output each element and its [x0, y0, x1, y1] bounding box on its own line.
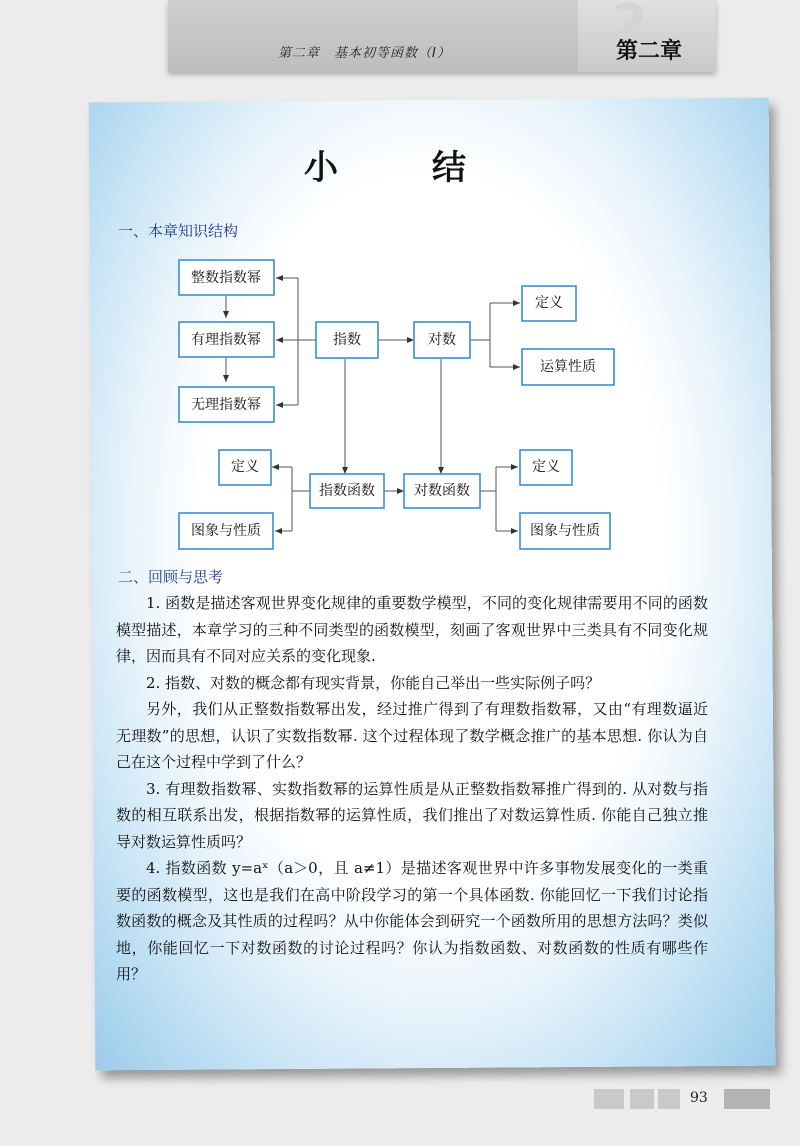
box-dingyi-right: 定义 — [532, 459, 560, 475]
box-duishu: 对数 — [428, 332, 456, 348]
box-dingyi-top: 定义 — [535, 295, 563, 311]
box-tuxiang-left: 图象与性质 — [191, 523, 261, 539]
page-number: 93 — [690, 1090, 708, 1106]
box-wuli-zhishumi: 无理指数幂 — [191, 397, 261, 413]
box-dingyi-left: 定义 — [231, 459, 259, 475]
footer-strip — [658, 1089, 680, 1109]
section-heading-structure: 一、本章知识结构 — [118, 222, 239, 240]
box-zhishu: 指数 — [333, 332, 361, 348]
paragraph-4: 3. 有理数指数幂、实数指数幂的运算性质是从正整数指数幂推广得到的. 从对数与指数的相互联系出发，根据指数幂的运算性质，我们推出了对数运算性质. 你能自己独立推导对数运算性质吗？ — [116, 779, 708, 851]
footer-strip — [724, 1089, 770, 1109]
box-youli-zhishumi: 有理指数幂 — [191, 332, 261, 348]
review-text — [116, 590, 708, 988]
box-duishu-hanshu: 对数函数 — [414, 483, 470, 499]
paragraph-5: 4. 指数函数 y=aˣ（a＞0，且 a≠1）是描述客观世界中许多事物发展变化的一类重要的函数模型，这也是我们在高中阶段学习的第一个具体函数. 你能回忆一下我们讨论指数函数的概念及其性质的过程吗？从中你能体会到研究一个函数所用的思想方法吗？类似地，你能回忆一下对数函数的讨论过程吗？你认为指数函数、对数函数的性质有哪些作用？ — [116, 859, 708, 983]
footer-strip — [630, 1089, 654, 1109]
running-header-title: 第二章 基本初等函数（Ⅰ） — [278, 46, 451, 61]
section-heading-review: 二、回顾与思考 — [118, 568, 224, 586]
chapter-big-number: 2 — [612, 0, 649, 54]
paragraph-1: 1. 函数是描述客观世界变化规律的重要数学模型，不同的变化规律需要用不同的函数模型描述，本章学习的三种不同类型的函数模型，刻画了客观世界中三类具有不同变化规律，因而具有不同对应关系的变化现象. — [116, 594, 708, 665]
box-yunsuan-xingzhi: 运算性质 — [540, 359, 596, 375]
paragraph-2: 2. 指数、对数的概念都有现实背景，你能自己举出一些实际例子吗？ — [146, 673, 601, 692]
chapter-label: 第二章 — [616, 39, 683, 64]
paragraph-3: 另外，我们从正整数指数幂出发，经过推广得到了有理数指数幂，又由“有理数逼近无理数”的思想，认识了实数指数幂. 这个过程体现了数学概念推广的基本思想. 你认为自己在这个过程中学到了什么？ — [116, 700, 708, 771]
page-title: 小 结 — [304, 148, 496, 188]
box-zhishu-hanshu: 指数函数 — [319, 483, 375, 499]
footer-strip — [594, 1089, 624, 1109]
box-tuxiang-right: 图象与性质 — [530, 523, 600, 539]
box-zhengshu-zhishumi: 整数指数幂 — [191, 270, 261, 286]
